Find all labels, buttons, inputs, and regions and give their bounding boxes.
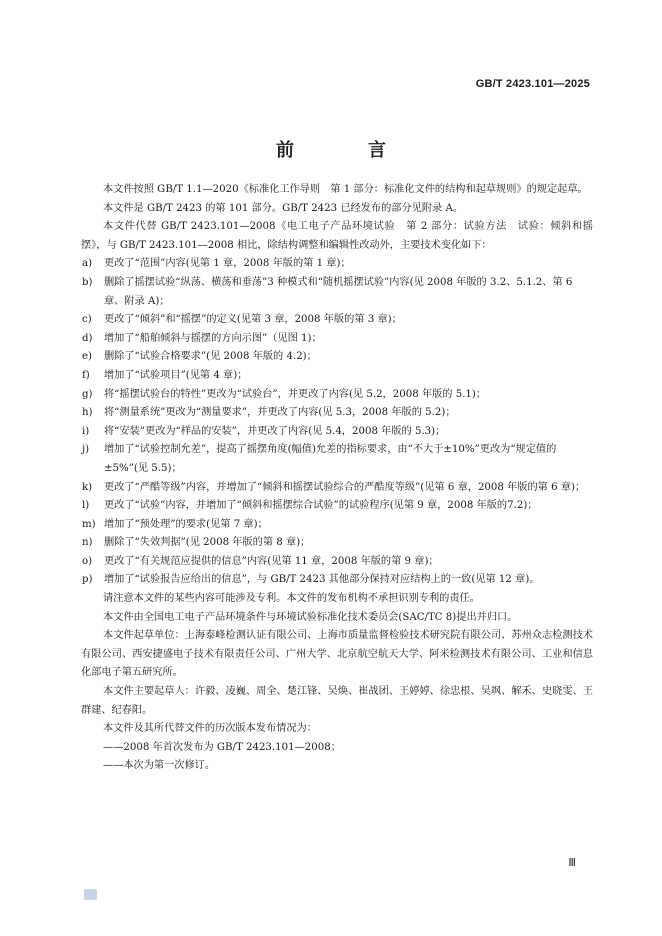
history-intro: 本文件及其所代替文件的历次版本发布情况为： xyxy=(103,723,317,735)
list-item-label: k) xyxy=(82,481,93,493)
list-item-label: n) xyxy=(82,537,93,549)
list-item-text: 更改了“倾斜”和“摇摆”的定义(见第 3 章，2008 年版的第 3 章)； xyxy=(104,314,402,326)
list-item-label: c) xyxy=(82,314,92,326)
list-item-label: j) xyxy=(82,444,90,456)
history-item: ——本次为第一次修订。 xyxy=(103,760,216,772)
patent-notice: 请注意本文件的某些内容可能涉及专利。本文件的发布机构不承担识别专利的责任。 xyxy=(103,593,480,605)
list-item xyxy=(81,534,593,553)
list-item-label: b) xyxy=(82,276,93,288)
list-item xyxy=(81,497,593,516)
list-item xyxy=(81,255,593,274)
list-item-text: 增加了“船舶倾斜与摇摆的方向示图”（见图 1)； xyxy=(104,332,322,344)
list-item-text: 删除了“试验合格要求”(见 2008 年版的 4.2)； xyxy=(104,351,317,363)
proposer-statement: 本文件由全国电工电子产品环境条件与环境试验标准化技术委员会(SAC/TC 8)提出并归口。 xyxy=(103,611,518,623)
technical-changes-list xyxy=(81,255,593,590)
list-item xyxy=(81,348,593,367)
page-number: Ⅲ xyxy=(568,857,576,869)
list-item-text: 删除了摇摆试验“纵荡、横荡和垂荡”3 种模式和“随机摇摆试验”内容(见 2008 年版的 3.2、5.1.2、第 6 章、附录 A)； xyxy=(104,276,573,307)
intro-paragraph: 本文件代替 GB/T 2423.101—2008《电工电子产品环境试验 第 2 部分：试验方法 试验：倾斜和摇摆》，与 GB/T 2423.101—2008 相比，除结构调整和编辑性改动外，主要技术变化如下： xyxy=(81,221,593,251)
list-item xyxy=(81,367,593,386)
list-item-label: i) xyxy=(82,425,90,437)
list-item xyxy=(81,553,593,572)
list-item-text: 将“测量系统”更改为“测量要求”，并更改了内容(见 5.3，2008 年版的 5.2)； xyxy=(104,407,456,419)
list-item-text: 删除了“失效判据”(见 2008 年版的第 8 章)； xyxy=(104,537,311,549)
list-item-label: l) xyxy=(82,500,90,512)
list-item xyxy=(81,404,593,423)
list-item-label: m) xyxy=(82,518,96,530)
main-drafters: 本文件主要起草人：许毅、凌巍、周全、楚江锋、吴焕、崔战团、王婷婷、徐忠根、吴飒、解禾、史晓雯、王群建、纪春阳。 xyxy=(81,686,593,716)
list-item-text: 更改了“有关规范应提供的信息”内容(见第 11 章，2008 年版的第 9 章)； xyxy=(104,555,439,567)
history-item: ——2008 年首次发布为 GB/T 2423.101—2008； xyxy=(103,741,341,753)
list-item-label: g) xyxy=(82,388,93,400)
intro-paragraph: 本文件是 GB/T 2423 的第 101 部分。GB/T 2423 已经发布的部分见附录 A。 xyxy=(103,202,464,214)
list-item xyxy=(81,330,593,349)
list-item-label: d) xyxy=(82,332,93,344)
list-item-label: a) xyxy=(82,258,93,270)
list-item xyxy=(81,441,593,478)
list-item xyxy=(81,479,593,498)
list-item-label: e) xyxy=(82,351,93,363)
list-item-text: 增加了“预处理”的要求(见第 7 章)； xyxy=(104,518,268,530)
list-item-label: f) xyxy=(82,369,90,381)
list-item-label: p) xyxy=(82,574,93,586)
list-item xyxy=(81,571,593,590)
list-item-text: 将“摇摆试验台的特性”更改为“试验台”，并更改了内容(见 5.2，2008 年版的 5.1)； xyxy=(104,388,487,400)
list-item xyxy=(81,516,593,535)
page-title: 前 言 xyxy=(276,140,414,161)
list-item xyxy=(81,274,593,311)
intro-paragraph: 本文件按照 GB/T 1.1—2020《标准化工作导则 第 1 部分：标准化文件的结构和起草规则》的规定起草。 xyxy=(103,184,588,195)
list-item-text: 更改了“范围”内容(见第 1 章，2008 年版的第 1 章)； xyxy=(104,258,351,270)
drafting-organizations: 本文件起草单位：上海泰峰检测认证有限公司、上海市质量监督检验技术研究院有限公司、苏州众志检测技术有限公司、西安捷盛电子技术有限责任公司、广州大学、北京航空航天大学、阿米检测技术有限公司、工业和信息化部电子第五研究所。 xyxy=(81,630,593,679)
watermark-stamp-icon xyxy=(84,889,97,900)
list-item-text: 增加了“试验控制允差”，提高了摇摆角度(幅值)允差的指标要求，由“不大于±10%”更改为“规定值的±5%”(见 5.5)； xyxy=(104,444,557,474)
list-item xyxy=(81,423,593,442)
list-item-text: 更改了“严酷等级”内容，并增加了“倾斜和摇摆试验综合的严酷度等级”(见第 6 章，2008 年版的第 6 章)； xyxy=(104,481,586,493)
list-item-text: 增加了“试验项目”(见第 4 章)； xyxy=(104,369,248,381)
list-item xyxy=(81,386,593,405)
list-item-text: 更改了“试验”内容，并增加了“倾斜和摇摆综合试验”的试验程序(见第 9 章，2008 年版的7.2)； xyxy=(104,500,538,512)
list-item-text: 增加了“试验报告应给出的信息”，与 GB/T 2423 其他部分保持对应结构上的一致(见第 12 章)。 xyxy=(104,574,540,586)
list-item-label: o) xyxy=(82,555,93,567)
list-item xyxy=(81,311,593,330)
list-item-label: h) xyxy=(82,407,93,419)
foreword-body xyxy=(81,181,593,776)
standard-number-header: GB/T 2423.101—2025 xyxy=(475,78,590,90)
list-item-text: 将“安装”更改为“样品的安装”，并更改了内容(见 5.4，2008 年版的 5.3)； xyxy=(104,425,446,437)
